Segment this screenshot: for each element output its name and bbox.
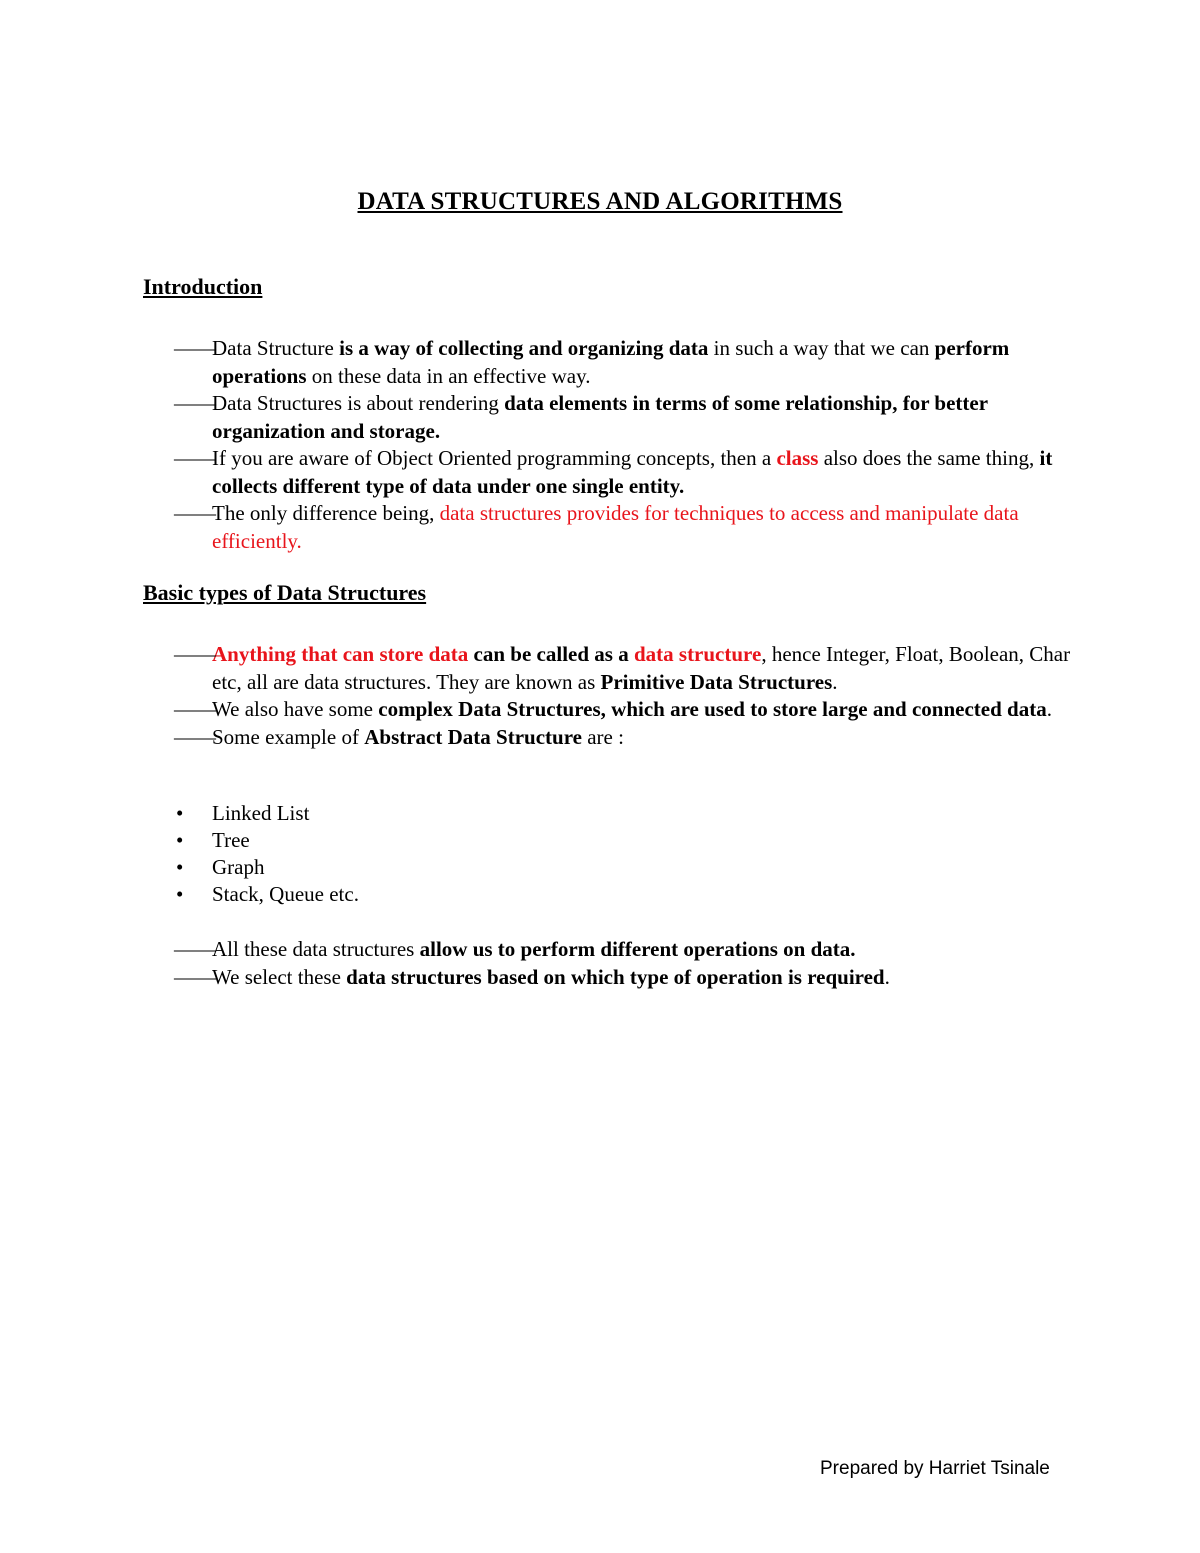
- section-heading-basic-types: Basic types of Data Structures: [143, 580, 427, 605]
- page-title: DATA STRUCTURES AND ALGORITHMS: [357, 188, 843, 215]
- text-run: is a way of collecting and organizing data: [339, 336, 709, 360]
- abstract-structures-list: [174, 800, 359, 908]
- bullet-item: [174, 696, 1074, 724]
- text-run: Data Structures is about rendering: [212, 391, 505, 415]
- dash-bullet-icon: ——: [174, 724, 216, 749]
- text-run: We select these: [212, 964, 347, 989]
- bullet-icon: •: [176, 855, 184, 879]
- dash-bullet-icon: ——: [174, 446, 216, 470]
- bullet-item: [174, 641, 1074, 696]
- text-run: are :: [581, 724, 624, 749]
- bullet-item: [174, 500, 1074, 555]
- text-run: Data Structure: [212, 336, 340, 360]
- text-run: .: [884, 964, 890, 989]
- bullet-item: [174, 335, 1074, 390]
- bullet-icon: •: [176, 828, 184, 852]
- text-run: complex Data Structures, which are used to store large and connected data: [378, 697, 1047, 721]
- bullet-item: [174, 724, 1074, 752]
- bullet-item: [174, 964, 1074, 992]
- bullet-icon: •: [176, 801, 184, 825]
- text-run: If you are aware of Object Oriented programming concepts, then a: [212, 446, 777, 470]
- text-run: in such a way that we can: [708, 336, 935, 360]
- list-item: • Tree: [176, 828, 250, 852]
- dash-bullet-icon: ——: [174, 501, 216, 525]
- text-run: , hence Integer, Float, Boolean, Char etc, all are data structures. They are known as: [212, 642, 1071, 694]
- bullet-item: [174, 390, 1074, 445]
- text-run: Abstract Data Structure: [364, 724, 582, 749]
- text-run: it collects different type of data under one single entity.: [212, 446, 1053, 498]
- text-run: .: [832, 669, 838, 694]
- list-item: • Linked List: [176, 801, 310, 825]
- text-run: data structures based on which type of operation is required: [346, 964, 885, 989]
- footer-credit: Prepared by Harriet Tsinale: [820, 1458, 1050, 1479]
- text-run: data structures provides for techniques to access and manipulate data efficiently.: [212, 501, 1019, 553]
- list-item: • Stack, Queue etc.: [176, 882, 359, 906]
- text-run: can be called as a: [468, 642, 634, 666]
- dash-bullet-icon: ——: [174, 937, 216, 961]
- dash-bullet-icon: ——: [174, 964, 216, 989]
- bullet-icon: •: [176, 882, 184, 906]
- text-run: data structure: [633, 642, 762, 666]
- dash-bullet-icon: ——: [174, 336, 216, 360]
- text-run: All these data structures: [212, 937, 420, 961]
- intro-bullet-list: [174, 335, 1074, 555]
- text-run: Primitive Data Structures: [600, 669, 833, 694]
- bullet-item: [174, 445, 1074, 500]
- text-run: The only difference being,: [212, 501, 440, 525]
- text-run: data elements in terms of some relationship, for better organization and storage.: [212, 391, 988, 443]
- dash-bullet-icon: ——: [174, 642, 216, 666]
- bullet-item: [174, 936, 1074, 964]
- list-item: • Graph: [176, 855, 265, 879]
- text-run: We also have some: [212, 697, 379, 721]
- text-run: class: [776, 446, 819, 470]
- text-run: on these data in an effective way.: [306, 363, 591, 388]
- closing-bullet-list: [174, 936, 1074, 991]
- basic-types-bullet-list: [174, 641, 1074, 751]
- text-run: Some example of: [212, 724, 365, 749]
- text-run: also does the same thing,: [818, 446, 1040, 470]
- dash-bullet-icon: ——: [174, 697, 216, 721]
- text-run: allow us to perform different operations on data.: [419, 937, 856, 961]
- dash-bullet-icon: ——: [174, 391, 216, 415]
- section-heading-introduction: Introduction: [143, 274, 263, 299]
- text-run: .: [1046, 697, 1052, 721]
- text-run: perform operations: [212, 336, 1010, 388]
- text-run: Anything that can store data: [212, 642, 469, 666]
